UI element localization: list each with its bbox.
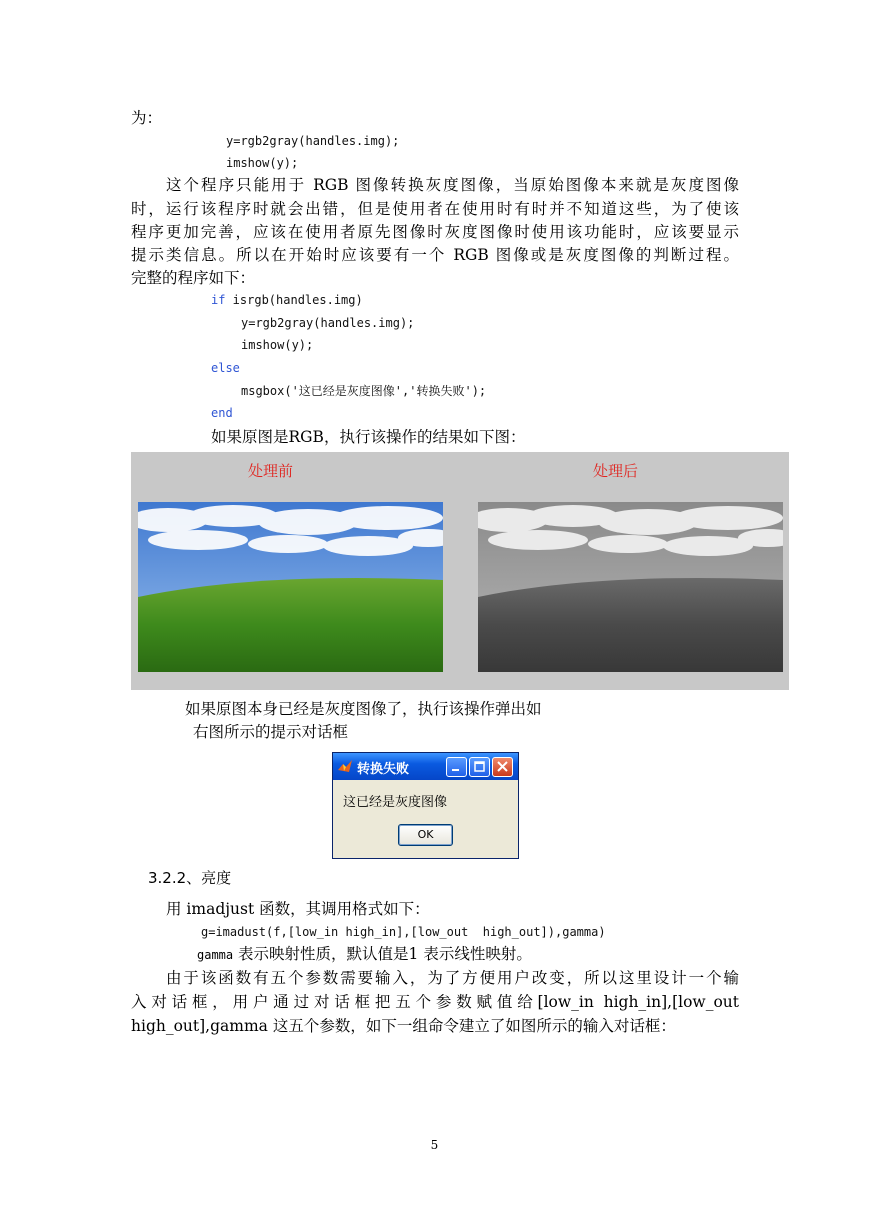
dialog-titlebar[interactable] — [333, 753, 518, 780]
close-icon — [493, 758, 512, 776]
maximize-icon — [470, 758, 489, 776]
paragraph-line: 这个程序只能用于 RGB 图像转换灰度图像，当原始图像本来就是灰度图像 — [166, 176, 739, 194]
paragraph-line: high_out],gamma 这五个参数，如下一组命令建立了如图所示的输入对话框： — [131, 1017, 676, 1035]
paragraph-line: 完整的程序如下： — [131, 269, 256, 287]
paragraph-line: 由于该函数有五个参数需要输入，为了方便用户改变，所以这里设计一个输 — [166, 969, 739, 987]
code-keyword: end — [211, 406, 233, 420]
minimize-button[interactable] — [446, 757, 467, 777]
paragraph-line: 右图所示的提示对话框 — [193, 723, 349, 741]
ok-button[interactable]: OK — [398, 824, 453, 846]
minimize-icon — [447, 758, 466, 776]
comparison-figure — [131, 452, 789, 690]
dialog-title: 转换失败 — [357, 762, 410, 777]
paragraph-line: 程序更加完善，应该在使用者原先图像时灰度图像时使用该功能时，应该要显示 — [131, 223, 739, 241]
text-line: 为： — [131, 109, 163, 127]
paragraph-line: 如果原图本身已经是灰度图像了，执行该操作弹出如 — [185, 700, 542, 718]
section-heading: 3.2.2、亮度 — [148, 869, 232, 887]
code-text: isrgb(handles.img) — [225, 293, 363, 307]
code-line — [211, 292, 363, 308]
code-line: imshow(y); — [241, 338, 314, 352]
caption-after: 处理后 — [593, 462, 639, 480]
code-line: imshow(y); — [226, 156, 299, 170]
code-line: y=rgb2gray(handles.img); — [226, 134, 400, 148]
grayscale-image — [478, 502, 783, 672]
maximize-button[interactable] — [469, 757, 490, 777]
close-button[interactable] — [492, 757, 513, 777]
paragraph-line: 提示类信息。所以在开始时应该要有一个 RGB 图像或是灰度图像的判断过程。 — [131, 246, 739, 264]
paragraph-line: 如果原图是RGB，执行该操作的结果如下图： — [211, 428, 526, 446]
paragraph-line: 入对话框，用户通过对话框把五个参数赋值给[low_in high_in],[low_out — [131, 993, 739, 1011]
paragraph-line: 时，运行该程序时就会出错，但是使用者在使用时有时并不知道这些，为了使该 — [131, 200, 739, 218]
code-keyword: if — [211, 293, 226, 307]
msgbox-dialog — [332, 752, 519, 859]
dialog-message: 这已经是灰度图像 — [343, 795, 448, 810]
paragraph-line — [197, 944, 532, 965]
paragraph-line: 用 imadjust 函数，其调用格式如下： — [166, 900, 430, 918]
original-image — [138, 502, 443, 672]
caption-before: 处理前 — [248, 462, 294, 480]
code-line: msgbox('这已经是灰度图像','转换失败'); — [241, 384, 487, 398]
code-text: gamma — [197, 948, 234, 962]
code-keyword: else — [211, 361, 240, 375]
code-line: y=rgb2gray(handles.img); — [241, 316, 415, 330]
page-number: 5 — [430, 1138, 439, 1152]
matlab-icon — [337, 758, 353, 774]
code-line: g=imadust(f,[low_in high_in],[low_out high_out]),gamma) — [201, 925, 606, 939]
paragraph-text: 表示映射性质，默认值是1 表示线性映射。 — [233, 945, 532, 963]
